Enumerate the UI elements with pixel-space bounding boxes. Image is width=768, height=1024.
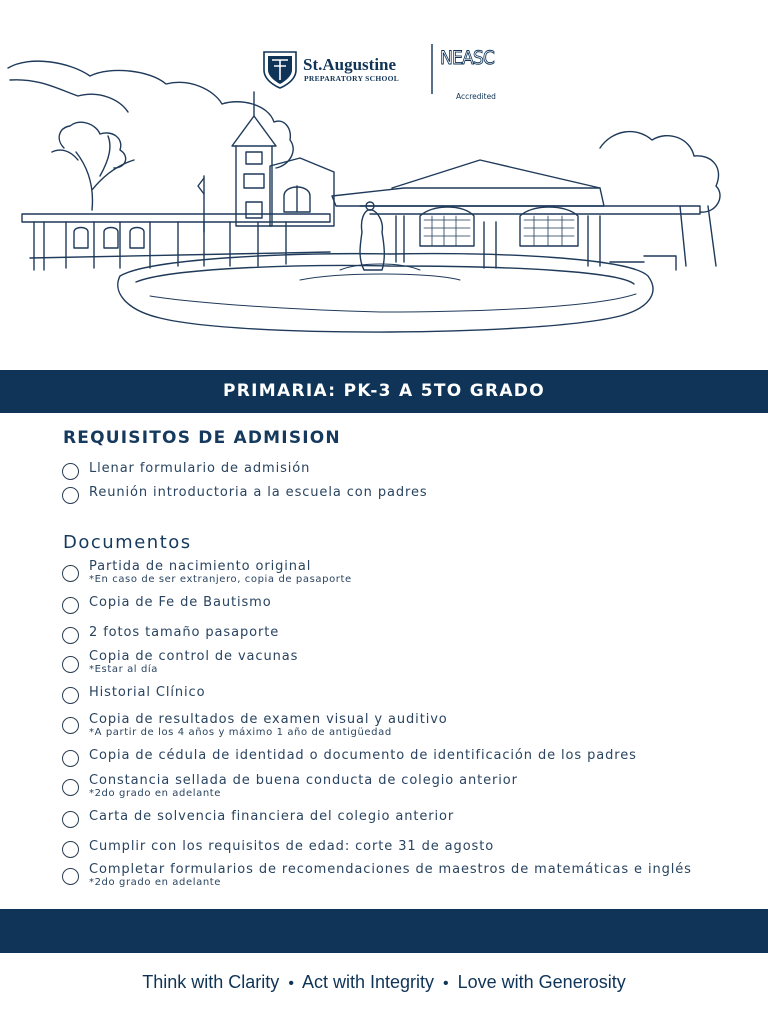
hall-roof (392, 160, 600, 188)
checkbox-circle-icon (62, 656, 79, 673)
item-note: *A partir de los 4 años y máximo 1 año de antigüedad (89, 727, 392, 738)
tree-canopy-right (600, 132, 720, 213)
item-text: Llenar formulario de admisión (89, 461, 311, 476)
motto-part: Act with Integrity (301, 972, 434, 992)
checkbox-circle-icon (62, 687, 79, 704)
item-text: Copia de control de vacunas (89, 649, 299, 664)
item-text: Completar formularios de recomendaciones de maestros de matemáticas e inglés (89, 862, 692, 877)
item-note: *Estar al día (89, 664, 159, 675)
banner-title: PRIMARIA: PK-3 A 5TO GRADO (223, 381, 545, 401)
item-note: *En caso de ser extranjero, copia de pasaporte (89, 574, 352, 585)
school-name: St.Augustine (303, 55, 397, 74)
motto-part: Love with Generosity (457, 972, 626, 992)
item-text: Copia de Fe de Bautismo (89, 595, 272, 610)
checkbox-circle-icon (62, 565, 79, 582)
checkbox-circle-icon (62, 841, 79, 858)
checkbox-circle-icon (62, 779, 79, 796)
central-building (270, 158, 334, 226)
neasc-logo: NEASC (440, 47, 495, 69)
grade-banner (0, 370, 768, 413)
checkbox-circle-icon (62, 487, 79, 504)
item-text: 2 fotos tamaño pasaporte (89, 625, 280, 640)
item-text: Copia de cédula de identidad o documento de identificación de los padres (89, 748, 637, 763)
item-text: Partida de nacimiento original (89, 559, 312, 574)
checkbox-circle-icon (62, 868, 79, 885)
shield-icon (264, 52, 296, 88)
item-note: *2do grado en adelante (89, 877, 222, 888)
checkbox-circle-icon (62, 597, 79, 614)
item-text: Copia de resultados de examen visual y auditivo (89, 712, 448, 727)
checkbox-circle-icon (62, 627, 79, 644)
motto-separator: • (288, 975, 294, 992)
school-logo (262, 44, 502, 102)
checkbox-circle-icon (62, 463, 79, 480)
checkbox-circle-icon (62, 811, 79, 828)
item-text: Cumplir con los requisitos de edad: corte 31 de agosto (89, 839, 495, 854)
colonnade-roof (22, 214, 330, 222)
documents-title: Documentos (63, 532, 192, 553)
school-motto (0, 972, 768, 993)
tower-roof (232, 116, 276, 146)
hall-window-left (420, 207, 474, 246)
item-note: *2do grado en adelante (89, 788, 222, 799)
statue (360, 210, 384, 270)
footer-band (0, 909, 768, 953)
tree-trunk (52, 136, 134, 210)
motto-part: Think with Clarity (142, 972, 280, 992)
item-text: Reunión introductoria a la escuela con padres (89, 485, 428, 500)
checkbox-circle-icon (62, 717, 79, 734)
accredited-label: Accredited (456, 92, 496, 101)
admission-title: REQUISITOS DE ADMISION (63, 428, 341, 448)
school-subtitle: PREPARATORY SCHOOL (304, 74, 400, 83)
item-text: Historial Clínico (89, 685, 206, 700)
item-text: Constancia sellada de buena conducta de colegio anterior (89, 773, 518, 788)
motto-separator: • (443, 975, 449, 992)
checkbox-circle-icon (62, 750, 79, 767)
hall-window-right (520, 207, 578, 246)
item-text: Carta de solvencia financiera del colegio anterior (89, 809, 455, 824)
